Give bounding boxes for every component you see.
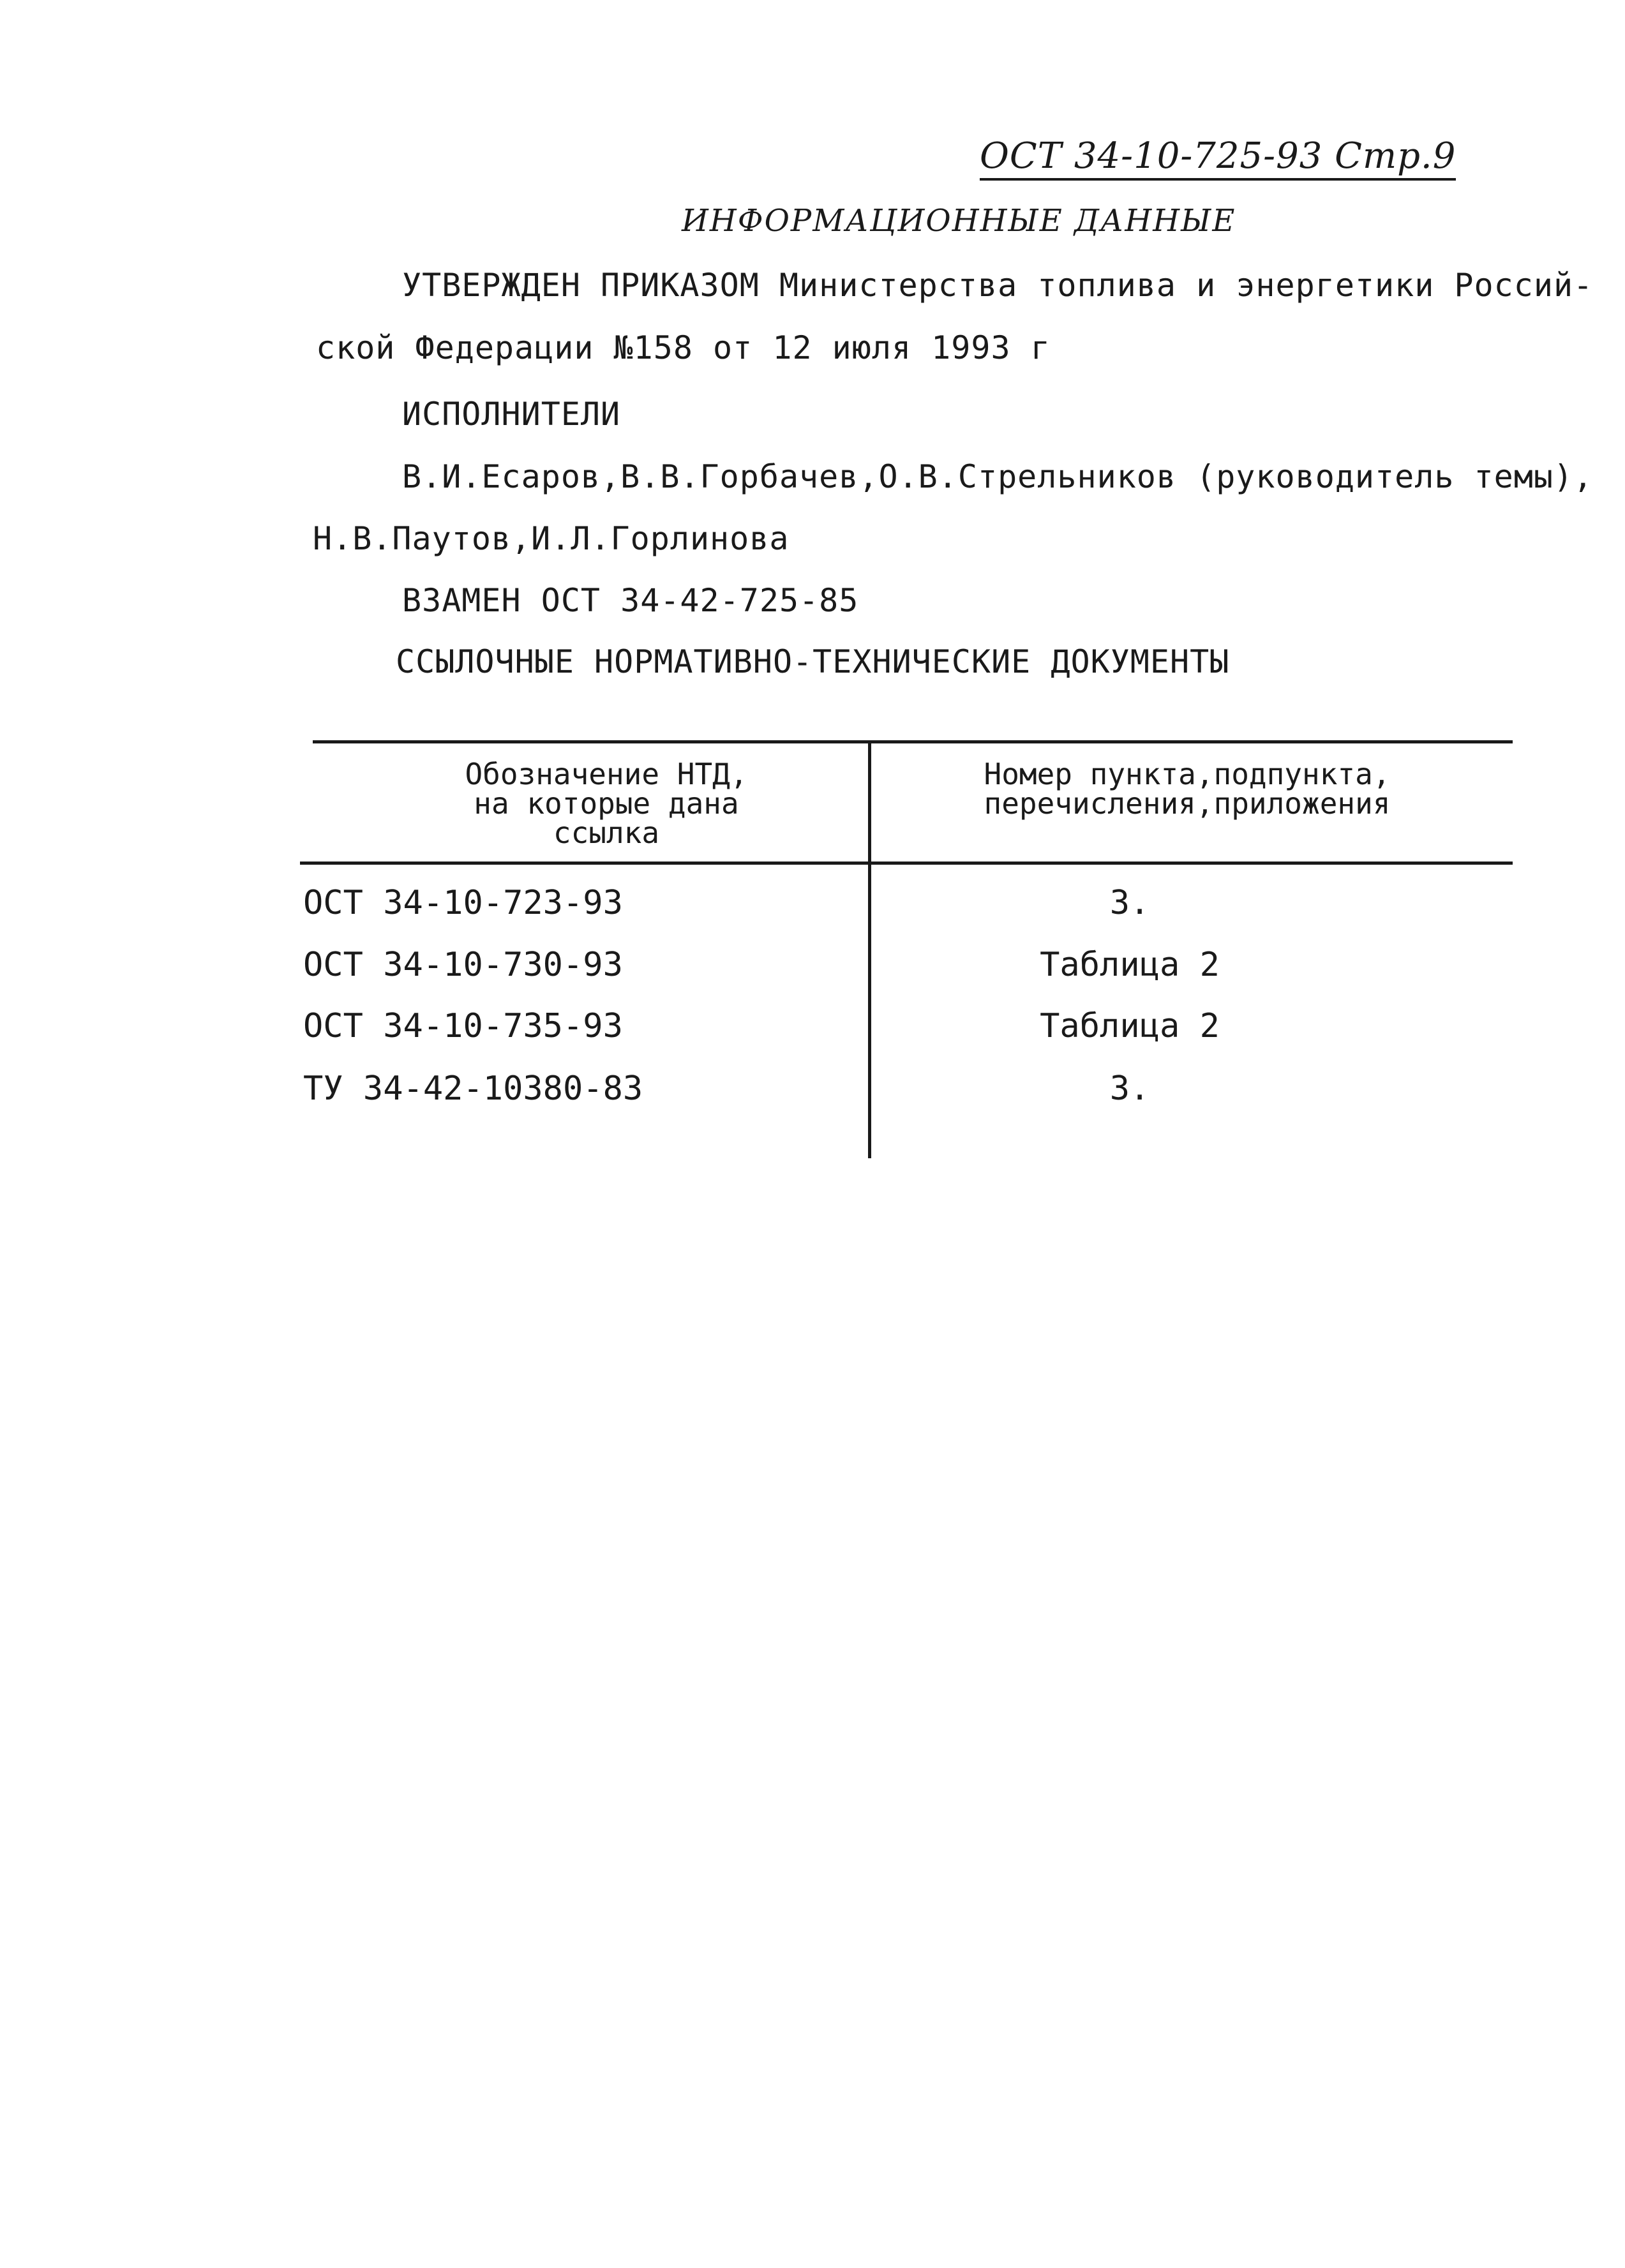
table-row: [300, 1007, 1513, 1068]
table-row: [300, 1070, 1513, 1131]
table-cell-ref: 3.: [1109, 884, 1150, 922]
table-top-rule: [313, 740, 1513, 743]
table-header-rule: [300, 862, 1513, 865]
executors-label: ИСПОЛНИТЕЛИ: [402, 396, 621, 433]
table-header-document-code: Обозначение НТД, на которые дана ссылка: [465, 757, 748, 850]
table-cell-code: ТУ 34-42-10380-83: [303, 1070, 643, 1108]
table-header-reference-point: Номер пункта,подпункта, перечисления,приложения: [984, 757, 1391, 821]
table-cell-ref: Таблица 2: [1040, 946, 1220, 984]
table-cell-code: ОСТ 34-10-730-93: [303, 946, 623, 984]
table-cell-code: ОСТ 34-10-735-93: [303, 1007, 623, 1045]
references-heading: ССЫЛОЧНЫЕ НОРМАТИВНО-ТЕХНИЧЕСКИЕ ДОКУМЕНТЫ: [396, 643, 1230, 680]
replaces-line: ВЗАМЕН ОСТ 34-42-725-85: [402, 582, 859, 619]
references-table: [300, 734, 1513, 1158]
table-cell-ref: 3.: [1109, 1070, 1150, 1108]
document-title: ИНФОРМАЦИОННЫЕ ДАННЫЕ: [682, 203, 1236, 239]
table-row: [300, 884, 1513, 945]
table-row: [300, 946, 1513, 1007]
table-cell-code: ОСТ 34-10-723-93: [303, 884, 623, 922]
table-cell-ref: Таблица 2: [1040, 1007, 1220, 1045]
page-header-designation: ОСТ 34-10-725-93 Стр.9: [980, 135, 1456, 181]
approved-line-1: УТВЕРЖДЕН ПРИКАЗОМ Министерства топлива и энергетики Россий-: [402, 267, 1594, 304]
approved-line-2: ской Федерации №158 от 12 июля 1993 г: [316, 329, 1051, 366]
executors-line-1: В.И.Есаров,В.В.Горбачев,О.В.Стрельников (руководитель темы),: [402, 458, 1594, 495]
executors-line-2: Н.В.Паутов,И.Л.Горлинова: [313, 520, 790, 557]
